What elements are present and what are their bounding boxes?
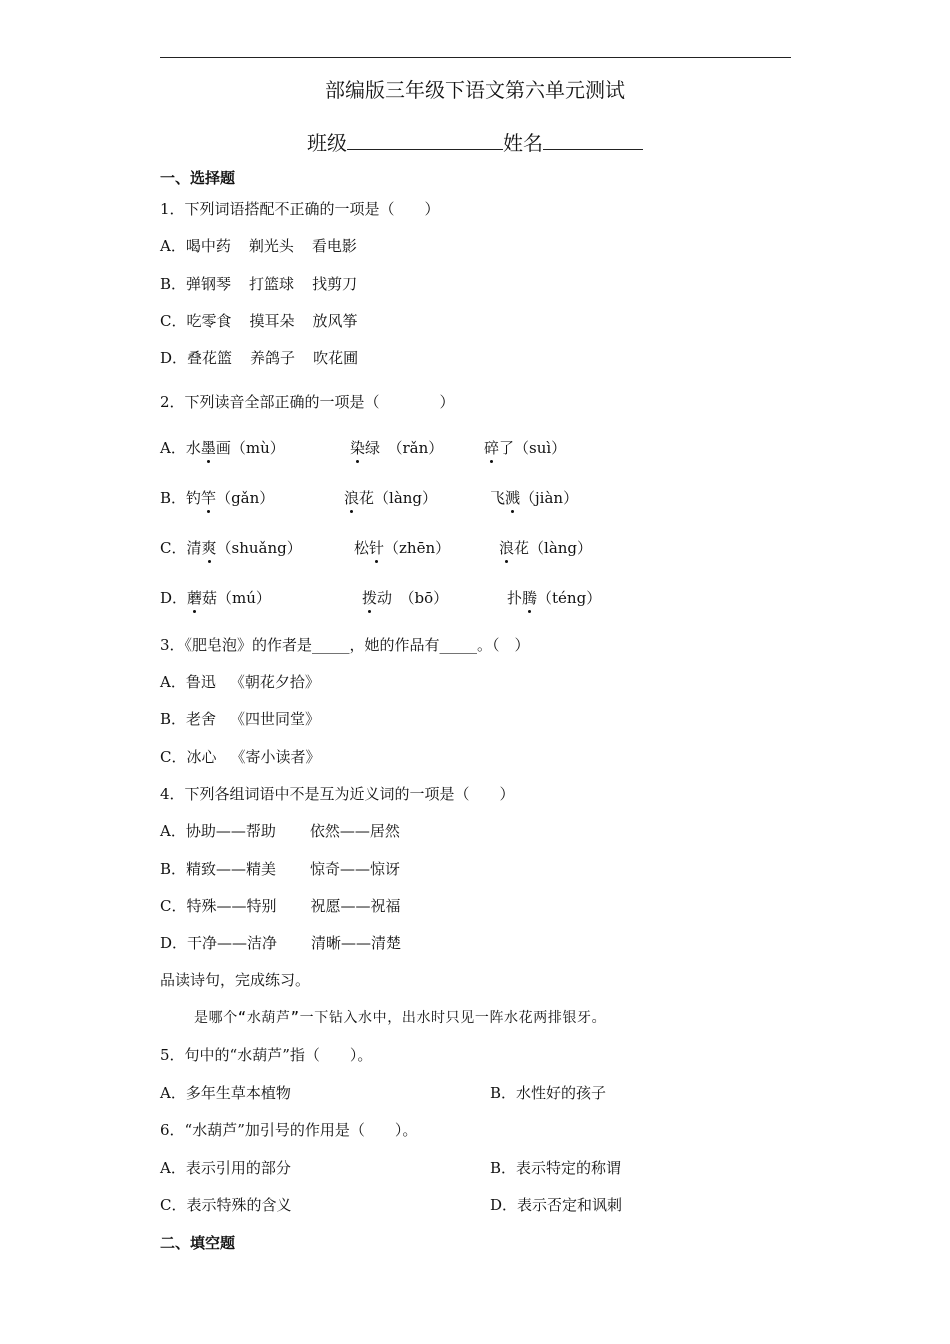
q3-option-b[interactable]: B．老舍 《四世同堂》 — [160, 710, 321, 728]
q2-option-a-word3: 碎了（suì） — [484, 439, 567, 457]
q4-option-a[interactable]: A．协助——帮助 依然——居然 — [160, 822, 400, 840]
q2-option-d-word2: 拨动 （bō） — [362, 589, 449, 607]
class-name-line — [0, 127, 950, 156]
q4-option-c[interactable]: C．特殊——特别 祝愿——祝福 — [160, 897, 401, 915]
q6-option-b[interactable]: B．表示特定的称谓 — [490, 1159, 622, 1177]
header-rule — [160, 57, 791, 58]
q6-option-d[interactable]: D．表示否定和讽刺 — [490, 1196, 623, 1214]
q3-option-c[interactable]: C．冰心 《寄小读者》 — [160, 748, 321, 766]
section-heading-2: 二、填空题 — [160, 1234, 236, 1252]
q2-option-d[interactable]: D．蘑菇（mú） — [160, 589, 271, 607]
question-6: 6．“水葫芦”加引号的作用是（ ）。 — [160, 1121, 418, 1139]
q6-option-c[interactable]: C．表示特殊的含义 — [160, 1196, 292, 1214]
reading-intro: 品读诗句，完成练习。 — [160, 971, 311, 989]
q2-option-d-word3: 扑腾（téng） — [507, 589, 602, 607]
name-blank[interactable] — [543, 127, 643, 150]
q2-option-b[interactable]: B．钓竿（gǎn） — [160, 489, 275, 507]
q2-option-a[interactable]: A．水墨画（mù） — [160, 439, 285, 457]
question-1: 1．下列词语搭配不正确的一项是（ ） — [160, 200, 440, 218]
q1-option-b[interactable]: B．弹钢琴 打篮球 找剪刀 — [160, 275, 358, 293]
name-label: 姓名 — [503, 131, 543, 155]
page-title: 部编版三年级下语文第六单元测试 — [325, 78, 625, 102]
q1-option-c[interactable]: C．吃零食 摸耳朵 放风筝 — [160, 312, 358, 330]
q2-option-a-word2: 染绿 （rǎn） — [350, 439, 444, 457]
question-2: 2．下列读音全部正确的一项是（ ） — [160, 393, 455, 411]
section-heading: 一、选择题 — [160, 169, 236, 187]
q1-option-a[interactable]: A．喝中药 剃光头 看电影 — [160, 237, 357, 255]
q6-option-a[interactable]: A．表示引用的部分 — [160, 1159, 291, 1177]
q5-option-a[interactable]: A．多年生草本植物 — [160, 1084, 291, 1102]
q4-option-d[interactable]: D．干净——洁净 清晰——清楚 — [160, 934, 402, 952]
q3-option-a[interactable]: A．鲁迅 《朝花夕拾》 — [160, 673, 320, 691]
question-5: 5．句中的“水葫芦”指（ ）。 — [160, 1046, 373, 1064]
q5-option-b[interactable]: B．水性好的孩子 — [490, 1084, 607, 1102]
q2-option-b-word3: 飞溅（jiàn） — [490, 489, 579, 507]
q4-option-b[interactable]: B．精致——精美 惊奇——惊讶 — [160, 860, 401, 878]
question-4: 4．下列各组词语中不是互为近义词的一项是（ ） — [160, 785, 515, 803]
poem-line: 是哪个“水葫芦”一下钻入水中，出水时只见一阵水花两排银牙。 — [194, 1010, 607, 1026]
class-label: 班级 — [307, 131, 347, 155]
q2-option-c-word3: 浪花（làng） — [499, 539, 593, 557]
q1-option-d[interactable]: D．叠花篮 养鸽子 吹花圃 — [160, 349, 359, 367]
q2-option-b-word2: 浪花（làng） — [344, 489, 438, 507]
q2-option-c-word2: 松针（zhēn） — [354, 539, 451, 557]
question-3: 3．《肥皂泡》的作者是_____，她的作品有_____。（ ） — [160, 636, 530, 654]
q2-option-c[interactable]: C．清爽（shuǎng） — [160, 539, 302, 557]
class-blank[interactable] — [347, 127, 503, 150]
